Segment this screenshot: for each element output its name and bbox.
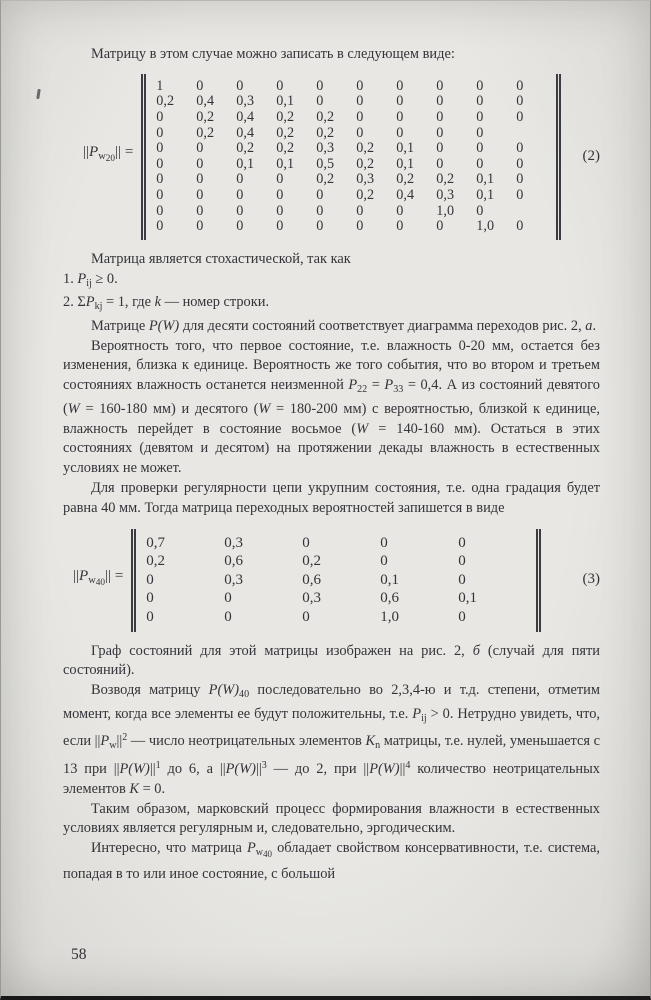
text-segment: 4 bbox=[405, 759, 411, 771]
matrix-row bbox=[156, 94, 556, 110]
text-segment: Интересно, что матрица bbox=[91, 840, 247, 857]
text-segment: Вероятность того, что первое состояние, т.е. влажность 0-20 мм, остается без изменения, близка к единице. Вероятность же того события, что во втором и третьем состояниях влажность останется неизменной bbox=[63, 337, 600, 394]
matrix-cell: 0,2 bbox=[396, 171, 415, 188]
matrix-cell: 0,1 bbox=[276, 93, 295, 110]
matrix-cell: 0,1 bbox=[396, 140, 415, 157]
text-segment: Граф состояний для этой матрицы изображен на рис. 2, bbox=[91, 642, 473, 659]
matrix-cell: 0 bbox=[356, 218, 364, 235]
text-segment: w bbox=[98, 151, 106, 163]
paragraph-diagram bbox=[63, 317, 600, 337]
text-segment: P bbox=[77, 270, 87, 287]
matrix-cell: 0,2 bbox=[156, 93, 175, 110]
matrix-cell: 0 bbox=[476, 108, 484, 125]
matrix-cell: 0,6 bbox=[380, 590, 400, 607]
paragraph-powers bbox=[63, 681, 600, 799]
matrix-pw20 bbox=[141, 74, 561, 240]
matrix-cell: 0 bbox=[196, 155, 204, 172]
text-segment: P bbox=[412, 705, 422, 722]
matrix-cell: 0,2 bbox=[316, 108, 335, 125]
matrix-cell: 0,2 bbox=[356, 140, 375, 157]
matrix-cell: 0 bbox=[396, 77, 404, 94]
matrix-cell: 0 bbox=[516, 186, 524, 203]
matrix-cell: 0 bbox=[356, 124, 364, 141]
matrix-cell: 0 bbox=[476, 77, 484, 94]
matrix-cell: 0 bbox=[236, 186, 244, 203]
matrix-cell: 0 bbox=[196, 218, 204, 235]
matrix-cell: 0,1 bbox=[396, 155, 415, 172]
matrix-cell: 0 bbox=[458, 553, 466, 570]
matrix-cell: 0 bbox=[380, 534, 388, 551]
matrix-cell: 0,1 bbox=[380, 571, 400, 588]
matrix-cell: 0 bbox=[458, 571, 466, 588]
matrix-cell: 0 bbox=[156, 140, 164, 157]
matrix-cell: 0 bbox=[146, 571, 154, 588]
text-segment: K bbox=[365, 733, 376, 750]
text-segment: w bbox=[88, 574, 96, 586]
matrix-cell: 0 bbox=[276, 218, 284, 235]
equation-2 bbox=[83, 74, 600, 240]
text-segment: Возводя матрицу bbox=[91, 682, 209, 699]
text-segment: ij bbox=[421, 712, 427, 724]
text-segment: 3 bbox=[261, 759, 267, 771]
text-segment: || bbox=[116, 733, 123, 750]
matrix-cell: 0,1 bbox=[276, 155, 295, 172]
text-segment: || bbox=[149, 760, 156, 777]
text-segment: || bbox=[83, 144, 90, 161]
matrix-cell: 0,2 bbox=[146, 553, 166, 570]
matrix-cell: 0 bbox=[236, 171, 244, 188]
matrix-row bbox=[146, 589, 536, 608]
text-segment: P bbox=[384, 377, 394, 394]
matrix-cell: 0 bbox=[196, 202, 204, 219]
matrix-cell: 0 bbox=[476, 93, 484, 110]
text-segment: W bbox=[356, 420, 369, 437]
matrix-row bbox=[156, 126, 556, 142]
text-segment: n bbox=[375, 740, 381, 752]
equation-number-2: (2) bbox=[582, 147, 600, 164]
paragraph-probability bbox=[63, 337, 600, 479]
matrix-cell: 0,2 bbox=[356, 155, 375, 172]
matrix-cell: 0 bbox=[316, 218, 324, 235]
equation-3 bbox=[73, 529, 600, 632]
matrix-cell: 0 bbox=[156, 202, 164, 219]
matrix-cell: 0 bbox=[436, 155, 444, 172]
matrix-cell: 1 bbox=[156, 77, 164, 94]
matrix-cell: 0,3 bbox=[356, 171, 375, 188]
matrix-cell: 0 bbox=[276, 202, 284, 219]
text-segment: последовательно во 2,3,4-ю и т.д. степени, отметим момент, когда все элементы ее будут положительны, т.е. bbox=[63, 682, 600, 722]
matrix-cell: 0 bbox=[236, 202, 244, 219]
text-segment: P bbox=[348, 377, 358, 394]
text-segment: = 180-200 мм) с вероятностью, близкой к единице, влажность перейдет в состояние восьмое ( bbox=[63, 400, 600, 437]
matrix-cell: 0,3 bbox=[316, 140, 335, 157]
matrix-cell: 0 bbox=[236, 218, 244, 235]
matrix-cell: 0 bbox=[302, 534, 310, 551]
text-segment: w bbox=[109, 740, 117, 752]
matrix-cell: 0 bbox=[156, 218, 164, 235]
paragraph-conservative bbox=[63, 839, 600, 885]
matrix-cell: 0 bbox=[380, 553, 388, 570]
matrix-cell: 0 bbox=[156, 124, 164, 141]
matrix-cell: 0,2 bbox=[316, 124, 335, 141]
matrix-cell: 0 bbox=[236, 77, 244, 94]
text-segment: 40 bbox=[95, 577, 106, 588]
text-segment: количество неотрицательных элементов bbox=[63, 760, 600, 797]
text-segment: — номер строки. bbox=[161, 294, 270, 311]
text-segment: . bbox=[592, 317, 597, 334]
matrix-cell: 0 bbox=[276, 77, 284, 94]
matrix-cell: 0 bbox=[476, 140, 484, 157]
text-segment: 33 bbox=[393, 383, 404, 395]
text-segment: = 160-180 мм) и десятого ( bbox=[79, 400, 259, 417]
text-segment: для десяти состояний соответствует диаграмма переходов рис. 2, bbox=[179, 317, 586, 334]
text-segment: || = bbox=[115, 144, 134, 161]
matrix-cell: 0 bbox=[396, 218, 404, 235]
matrix-pw40 bbox=[131, 529, 541, 632]
matrix-row bbox=[146, 552, 536, 571]
matrix-cell: 0 bbox=[276, 186, 284, 203]
text-segment: || bbox=[399, 760, 406, 777]
matrix-cell: 0,3 bbox=[302, 590, 322, 607]
matrix-cell: 0,7 bbox=[146, 534, 166, 551]
text-segment: P bbox=[247, 840, 256, 857]
paragraph-stochastic bbox=[63, 250, 600, 270]
text-segment: || bbox=[255, 760, 262, 777]
matrix-cell: 0 bbox=[476, 124, 484, 141]
text-segment: P(W) bbox=[369, 760, 400, 777]
matrix-cell: 0 bbox=[436, 140, 444, 157]
matrix-cell: 0 bbox=[516, 171, 524, 188]
text-segment: W bbox=[67, 400, 80, 417]
matrix-cell: 0,2 bbox=[436, 171, 455, 188]
matrix-row bbox=[146, 534, 536, 553]
matrix-cell: 0,3 bbox=[236, 93, 255, 110]
matrix-cell: 0 bbox=[396, 93, 404, 110]
text-segment: б bbox=[472, 642, 480, 659]
matrix-row bbox=[156, 204, 556, 220]
matrix-cell: 0,2 bbox=[356, 186, 375, 203]
matrix-cell: 0 bbox=[476, 202, 484, 219]
matrix-row bbox=[146, 571, 536, 590]
matrix-cell: 0,3 bbox=[224, 571, 244, 588]
text-segment: 20 bbox=[105, 154, 116, 165]
text-segment: P(W) bbox=[225, 760, 256, 777]
text-segment: Матрица является стохастической, так как bbox=[91, 250, 351, 267]
matrix-cell: 0,2 bbox=[236, 140, 255, 157]
matrix-cell: 0 bbox=[156, 171, 164, 188]
matrix-row bbox=[156, 157, 556, 173]
matrix-cell: 0,2 bbox=[196, 108, 215, 125]
matrix-cell: 0 bbox=[316, 202, 324, 219]
text-segment: 40 bbox=[263, 849, 272, 860]
matrix-cell: 0,3 bbox=[436, 186, 455, 203]
matrix-cell: 0 bbox=[196, 171, 204, 188]
matrix-cell: 0,5 bbox=[316, 155, 335, 172]
text-segment: P(W) bbox=[148, 317, 180, 334]
matrix-cell: 0 bbox=[316, 93, 324, 110]
matrix-cell: 0 bbox=[224, 608, 232, 625]
text-segment: ≥ 0. bbox=[91, 270, 118, 287]
matrix-cell: 0,4 bbox=[236, 124, 255, 141]
text-segment: P(W) bbox=[208, 682, 240, 699]
text-segment: kj bbox=[94, 300, 103, 312]
text-segment: P(W) bbox=[119, 760, 150, 777]
text-segment: || = bbox=[105, 567, 124, 584]
matrix-cell: 0 bbox=[146, 608, 154, 625]
matrix-cell: 0 bbox=[516, 218, 524, 235]
text-segment: P bbox=[100, 733, 110, 750]
text-segment: обладает свойством консервативности, т.е. система, попадая в то или иное состояние, с большой bbox=[63, 840, 601, 882]
matrix-cell: 0 bbox=[436, 77, 444, 94]
text-segment: = 140-160 мм). Остаться в этих состояниях (девятом и десятом) на протяжении декады влажность в естественных условиях не может. bbox=[63, 420, 600, 477]
text-segment: K bbox=[129, 780, 139, 797]
matrix-cell: 0 bbox=[156, 186, 164, 203]
scan-artifact bbox=[36, 89, 41, 99]
matrix-row bbox=[156, 219, 556, 235]
text-segment: P bbox=[85, 294, 95, 311]
matrix-cell: 0 bbox=[516, 77, 524, 94]
text-segment: 1 bbox=[155, 759, 161, 771]
matrix-row bbox=[156, 79, 556, 95]
matrix-row bbox=[146, 608, 536, 627]
matrix-cell: 0 bbox=[146, 590, 154, 607]
text-segment: k bbox=[154, 294, 162, 311]
matrix-cell: 0 bbox=[356, 93, 364, 110]
text-segment: || bbox=[73, 567, 80, 584]
matrix-row bbox=[156, 110, 556, 126]
text-segment: 2. Σ bbox=[63, 294, 86, 311]
text-segment: W bbox=[258, 400, 271, 417]
text-segment: = 0,4. А из состояний девятого ( bbox=[63, 377, 600, 417]
text-segment: матрицы, т.е. нулей, уменьшается с 13 при || bbox=[63, 733, 600, 777]
matrix-cell: 0,4 bbox=[396, 186, 415, 203]
page-content bbox=[63, 45, 600, 885]
matrix-cell: 0 bbox=[516, 93, 524, 110]
matrix-row bbox=[156, 141, 556, 157]
matrix-cell: 0 bbox=[196, 77, 204, 94]
text-segment: до 6, а || bbox=[160, 760, 226, 777]
matrix-cell: 0 bbox=[458, 608, 466, 625]
matrix-cell: 0 bbox=[436, 93, 444, 110]
text-segment: Для проверки регулярности цепи укрупним состояния, т.е. одна градация будет равна 40 мм. Тогда матрица переходных вероятностей запишется в виде bbox=[63, 479, 600, 516]
matrix-cell: 0 bbox=[224, 590, 232, 607]
matrix-cell: 0,2 bbox=[276, 124, 295, 141]
matrix-cell: 1,0 bbox=[476, 218, 495, 235]
matrix-cell: 0 bbox=[516, 140, 524, 157]
matrix-cell: 0,1 bbox=[236, 155, 255, 172]
matrix-cell: 0,2 bbox=[276, 140, 295, 157]
text-segment: > 0. Нетрудно увидеть, что, если || bbox=[63, 705, 600, 750]
matrix-cell: 0 bbox=[436, 124, 444, 141]
matrix-cell: 0 bbox=[196, 140, 204, 157]
matrix-cell: 0 bbox=[458, 534, 466, 551]
matrix-cell: 0 bbox=[356, 108, 364, 125]
list-item-condition-2 bbox=[63, 293, 600, 317]
matrix-cell: 0,3 bbox=[224, 534, 244, 551]
matrix-cell: 0,4 bbox=[236, 108, 255, 125]
paragraph-intro bbox=[63, 45, 600, 65]
matrix-cell: 0 bbox=[516, 108, 524, 125]
text-segment: Матрице bbox=[91, 317, 149, 334]
matrix-cell: 0 bbox=[356, 202, 364, 219]
text-segment: 1. bbox=[63, 270, 78, 287]
text-segment: w bbox=[255, 846, 264, 858]
text-segment: 22 bbox=[357, 383, 368, 395]
matrix-cell: 0 bbox=[516, 155, 524, 172]
text-segment: 2 bbox=[122, 732, 128, 744]
matrix-row bbox=[156, 172, 556, 188]
matrix-cell: 0 bbox=[436, 218, 444, 235]
matrix-cell: 0,2 bbox=[196, 124, 215, 141]
text-segment: а bbox=[585, 317, 593, 334]
matrix-cell: 0 bbox=[316, 77, 324, 94]
matrix-cell: 0,1 bbox=[476, 186, 495, 203]
matrix-cell: 0 bbox=[156, 155, 164, 172]
matrix-cell: 0,1 bbox=[476, 171, 495, 188]
text-segment: P bbox=[79, 567, 89, 584]
text-segment: ij bbox=[86, 277, 92, 289]
list-item-condition-1 bbox=[63, 270, 600, 294]
text-segment: — до 2, при || bbox=[266, 760, 370, 777]
matrix-cell: 0 bbox=[396, 202, 404, 219]
matrix-row bbox=[156, 188, 556, 204]
matrix-cell: 0,2 bbox=[316, 171, 335, 188]
matrix-cell: 0 bbox=[316, 186, 324, 203]
page-number: 58 bbox=[71, 946, 87, 963]
matrix-cell: 0 bbox=[476, 155, 484, 172]
paragraph-graph bbox=[63, 642, 600, 682]
text-segment: = 0. bbox=[138, 780, 166, 797]
matrix-cell: 0,6 bbox=[302, 571, 322, 588]
text-segment: = 1, где bbox=[102, 294, 155, 311]
text-segment: (случай для пяти состояний). bbox=[63, 642, 600, 679]
matrix-cell: 0 bbox=[156, 108, 164, 125]
matrix-cell: 0,6 bbox=[224, 553, 244, 570]
text-segment: — число неотрицательных элементов bbox=[127, 733, 366, 750]
matrix-cell: 0 bbox=[396, 108, 404, 125]
text-segment: Матрицу в этом случае можно записать в следующем виде: bbox=[91, 46, 455, 62]
text-segment: Таким образом, марковский процесс формирования влажности в естественных условиях является регулярным и, следовательно, эргодическим. bbox=[63, 800, 600, 837]
matrix-cell: 0 bbox=[436, 108, 444, 125]
paragraph-ergodic bbox=[63, 800, 600, 840]
text-segment: P bbox=[89, 144, 99, 161]
matrix-cell: 0 bbox=[196, 186, 204, 203]
matrix-cell: 0,2 bbox=[276, 108, 295, 125]
matrix-cell: 0 bbox=[356, 77, 364, 94]
matrix-pw20-label bbox=[83, 143, 133, 170]
matrix-cell: 0 bbox=[276, 171, 284, 188]
matrix-cell: 0 bbox=[302, 608, 310, 625]
matrix-pw40-label bbox=[73, 567, 123, 594]
matrix-cell: 0 bbox=[396, 124, 404, 141]
matrix-cell: 0,2 bbox=[302, 553, 322, 570]
matrix-cell: 1,0 bbox=[380, 608, 400, 625]
matrix-cell: 0,1 bbox=[458, 590, 478, 607]
matrix-cell: 1,0 bbox=[436, 202, 455, 219]
equation-number-3: (3) bbox=[582, 571, 600, 588]
matrix-cell: 0,4 bbox=[196, 93, 215, 110]
text-segment: 40 bbox=[239, 688, 250, 700]
paragraph-regularity bbox=[63, 479, 600, 519]
text-segment: = bbox=[367, 377, 385, 394]
